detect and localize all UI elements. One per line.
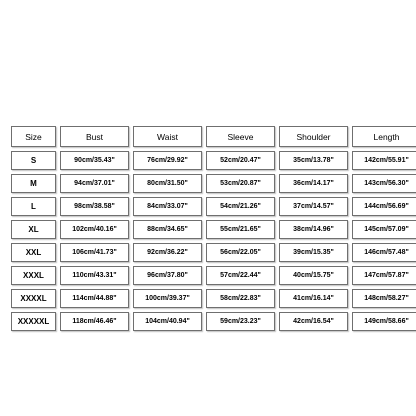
bust-cell: 90cm/35.43" <box>60 151 129 170</box>
shoulder-cell: 40cm/15.75" <box>279 266 348 285</box>
shoulder-cell: 38cm/14.96" <box>279 220 348 239</box>
table-row <box>11 289 416 308</box>
header-shoulder: Shoulder <box>279 126 348 147</box>
waist-cell: 104cm/40.94" <box>133 312 202 331</box>
header-size: Size <box>11 126 56 147</box>
waist-cell: 96cm/37.80" <box>133 266 202 285</box>
shoulder-cell: 39cm/15.35" <box>279 243 348 262</box>
length-cell: 148cm/58.27" <box>352 289 416 308</box>
sleeve-cell: 58cm/22.83" <box>206 289 275 308</box>
length-cell: 145cm/57.09" <box>352 220 416 239</box>
length-cell: 146cm/57.48" <box>352 243 416 262</box>
size-cell: XXXL <box>11 266 56 285</box>
length-cell: 143cm/56.30" <box>352 174 416 193</box>
size-cell: XXXXL <box>11 289 56 308</box>
sleeve-cell: 59cm/23.23" <box>206 312 275 331</box>
size-cell: L <box>11 197 56 216</box>
bust-cell: 110cm/43.31" <box>60 266 129 285</box>
bust-cell: 98cm/38.58" <box>60 197 129 216</box>
sleeve-cell: 56cm/22.05" <box>206 243 275 262</box>
bust-cell: 94cm/37.01" <box>60 174 129 193</box>
waist-cell: 92cm/36.22" <box>133 243 202 262</box>
length-cell: 142cm/55.91" <box>352 151 416 170</box>
waist-cell: 84cm/33.07" <box>133 197 202 216</box>
bust-cell: 102cm/40.16" <box>60 220 129 239</box>
sleeve-cell: 57cm/22.44" <box>206 266 275 285</box>
size-chart-table <box>7 122 416 335</box>
table-row <box>11 197 416 216</box>
shoulder-cell: 36cm/14.17" <box>279 174 348 193</box>
shoulder-cell: 41cm/16.14" <box>279 289 348 308</box>
bust-cell: 114cm/44.88" <box>60 289 129 308</box>
shoulder-cell: 35cm/13.78" <box>279 151 348 170</box>
shoulder-cell: 37cm/14.57" <box>279 197 348 216</box>
header-waist: Waist <box>133 126 202 147</box>
sleeve-cell: 52cm/20.47" <box>206 151 275 170</box>
waist-cell: 100cm/39.37" <box>133 289 202 308</box>
size-cell: XXXXXL <box>11 312 56 331</box>
table-row <box>11 266 416 285</box>
length-cell: 144cm/56.69" <box>352 197 416 216</box>
size-cell: S <box>11 151 56 170</box>
header-bust: Bust <box>60 126 129 147</box>
bust-cell: 106cm/41.73" <box>60 243 129 262</box>
waist-cell: 76cm/29.92" <box>133 151 202 170</box>
size-cell: XL <box>11 220 56 239</box>
header-sleeve: Sleeve <box>206 126 275 147</box>
header-length: Length <box>352 126 416 147</box>
size-cell: XXL <box>11 243 56 262</box>
table-row <box>11 174 416 193</box>
waist-cell: 80cm/31.50" <box>133 174 202 193</box>
length-cell: 149cm/58.66" <box>352 312 416 331</box>
sleeve-cell: 55cm/21.65" <box>206 220 275 239</box>
table-row <box>11 220 416 239</box>
sleeve-cell: 53cm/20.87" <box>206 174 275 193</box>
sleeve-cell: 54cm/21.26" <box>206 197 275 216</box>
waist-cell: 88cm/34.65" <box>133 220 202 239</box>
table-row <box>11 151 416 170</box>
table-row <box>11 243 416 262</box>
table-row <box>11 312 416 331</box>
shoulder-cell: 42cm/16.54" <box>279 312 348 331</box>
header-row <box>11 126 416 147</box>
bust-cell: 118cm/46.46" <box>60 312 129 331</box>
size-cell: M <box>11 174 56 193</box>
length-cell: 147cm/57.87" <box>352 266 416 285</box>
